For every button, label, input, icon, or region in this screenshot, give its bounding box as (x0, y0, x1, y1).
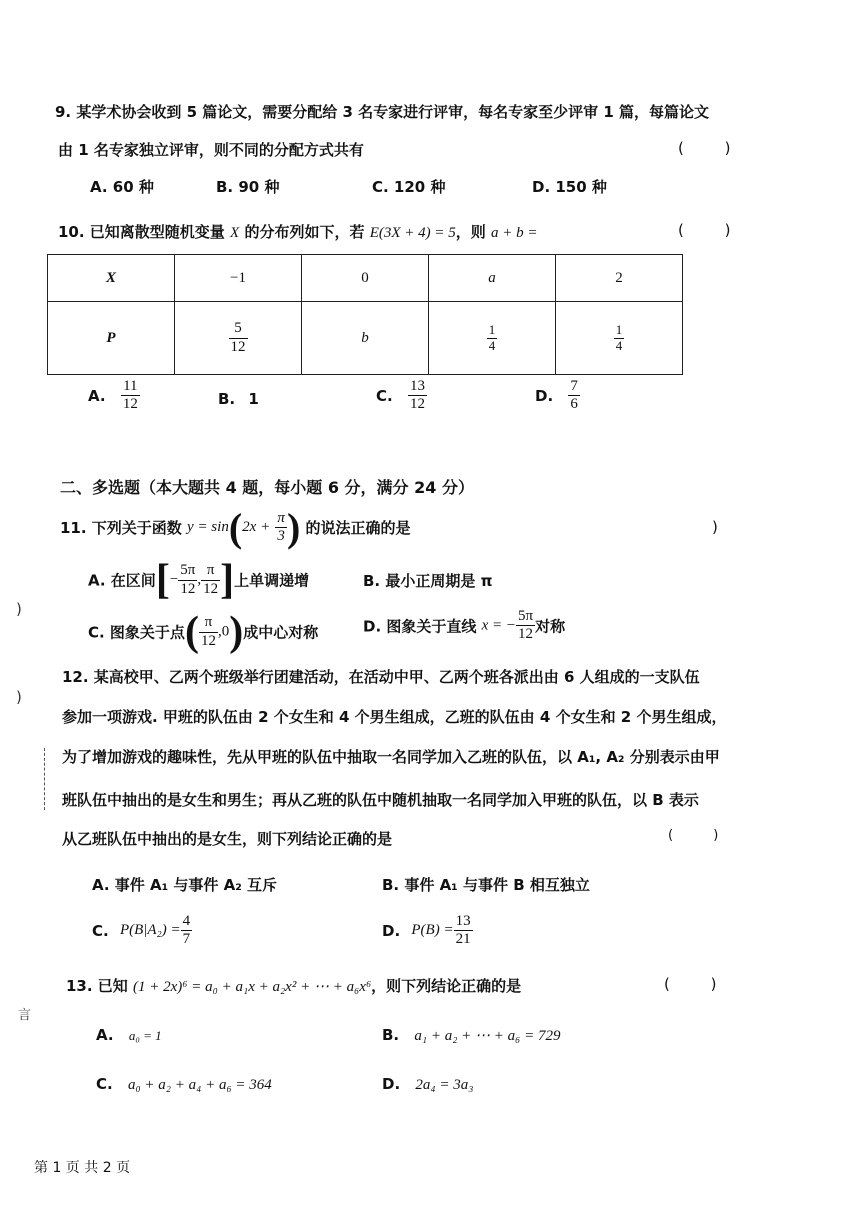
q10-middle: 的分布列如下，若 (244, 223, 365, 241)
q9-line1: 9. 某学术协会收到 5 篇论文，需要分配给 3 名专家进行评审，每名专家至少评审 1 篇，每篇论文 (55, 103, 710, 121)
q12-option-a: A. 事件 A₁ 与事件 A₂ 互斥 (92, 876, 278, 894)
q10-option-b: B. 1 (218, 390, 259, 408)
fraction: $\frac{1}{4}$ (488, 321, 496, 353)
margin-mark: 言 (18, 1008, 32, 1023)
table-cell: 2 (556, 255, 683, 302)
q12-option-b: B. 事件 A₁ 与事件 B 相互独立 (382, 876, 590, 894)
table-cell: b (302, 302, 429, 375)
q13-answer-paren: ( ) (664, 975, 735, 993)
q11-option-d: D. 图象关于直线 x = − $\frac{5\pi}{12}$ 对称 (363, 608, 566, 643)
margin-mark: ) (16, 600, 22, 618)
q13-stem: 13. 已知 (1 + 2x)⁶ = a₀ + a₁x + a₂x² + ⋯ + a₆x⁶，则下列结论正确的是 (66, 977, 522, 995)
table-cell (556, 302, 683, 375)
table-cell: a (429, 255, 556, 302)
q13-option-d: D. 2a₄ = 3a₃ (382, 1075, 474, 1093)
section-title: 二、多选题（本大题共 4 题，每小题 6 分，满分 24 分） (60, 478, 474, 497)
q10-option-a: A. $\frac{11}{12}$ (88, 378, 138, 413)
q10-option-c: C. $\frac{13}{12}$ (376, 378, 425, 413)
table-row (48, 302, 683, 375)
q10-suffix: ，则 (455, 223, 486, 241)
q12-line2: 参加一项游戏. 甲班的队伍由 2 个女生和 4 个男生组成，乙班的队伍由 4 个女生和 2 个男生组成， (62, 708, 727, 726)
q13-option-a: A. a₀ = 1 (96, 1026, 162, 1044)
q9-answer-paren: ( ) (678, 139, 749, 157)
q11-option-c: C. 图象关于点( $\frac{\pi}{12}$ ,0)成中心对称 (88, 609, 319, 655)
q12-line5: 从乙班队伍中抽出的是女生，则下列结论正确的是 (62, 830, 393, 848)
q11-answer-paren: ) (712, 518, 718, 536)
q10-var: X (230, 225, 240, 241)
q10-stem (58, 221, 538, 242)
q11-option-a: A. 在区间[− $\frac{5\pi}{12}$ , $\frac{\pi}{12}$ ]上单调递增 (88, 557, 310, 603)
q9-line2: 由 1 名专家独立评审，则不同的分配方式共有 (58, 141, 364, 159)
margin-dash-line (44, 748, 45, 810)
table-cell: P (48, 302, 175, 375)
q9-option-a: A. 60 种 (90, 178, 154, 196)
fraction: $\frac{5}{12}$ (230, 320, 246, 355)
q9-option-d: D. 150 种 (532, 178, 607, 196)
table-cell (175, 302, 302, 375)
q10-option-d: D. $\frac{7}{6}$ (535, 378, 578, 413)
q12-line3: 为了增加游戏的趣味性，先从甲班的队伍中抽取一名同学加入乙班的队伍，以 A₁, A₂ 分别表示由甲 (62, 748, 720, 766)
table-cell: 0 (302, 255, 429, 302)
distribution-table (47, 254, 683, 375)
margin-mark: ) (16, 688, 22, 706)
q12-option-c: C. P(B|A₂) = $\frac{4}{7}$ (92, 913, 191, 948)
q9-option-b: B. 90 种 (216, 178, 280, 196)
q10-answer-paren: ( ) (678, 221, 749, 239)
q12-answer-paren: ( ) (668, 828, 737, 843)
q12-line1: 12. 某高校甲、乙两个班级举行团建活动，在活动中甲、乙两个班各派出由 6 人组成的一支队伍 (62, 668, 700, 686)
fraction: $\frac{1}{4}$ (615, 321, 623, 353)
q11-stem: 11. 下列关于函数 y = sin(2x + $\frac{\pi}{3}$ ) 的说法正确的是 (60, 505, 411, 550)
q12-option-d: D. P(B) = $\frac{13}{21}$ (382, 913, 471, 948)
table-cell: −1 (175, 255, 302, 302)
page-footer: 第 1 页 共 2 页 (34, 1160, 131, 1176)
q11-option-b: B. 最小正周期是 π (363, 572, 493, 590)
q12-line4: 班队伍中抽出的是女生和男生；再从乙班的队伍中随机抽取一名同学加入甲班的队伍，以 B 表示 (62, 791, 699, 809)
q13-option-b: B. a₁ + a₂ + ⋯ + a₆ = 729 (382, 1026, 561, 1044)
table-cell: X (48, 255, 175, 302)
q13-option-c: C. a₀ + a₂ + a₄ + a₆ = 364 (96, 1075, 272, 1093)
table-cell (429, 302, 556, 375)
q9-option-c: C. 120 种 (372, 178, 446, 196)
q10-ask: a + b = (491, 225, 538, 241)
q10-prefix: 10. 已知离散型随机变量 (58, 223, 225, 241)
q10-condition: E(3X + 4) = 5 (369, 225, 456, 241)
table-row (48, 255, 683, 302)
